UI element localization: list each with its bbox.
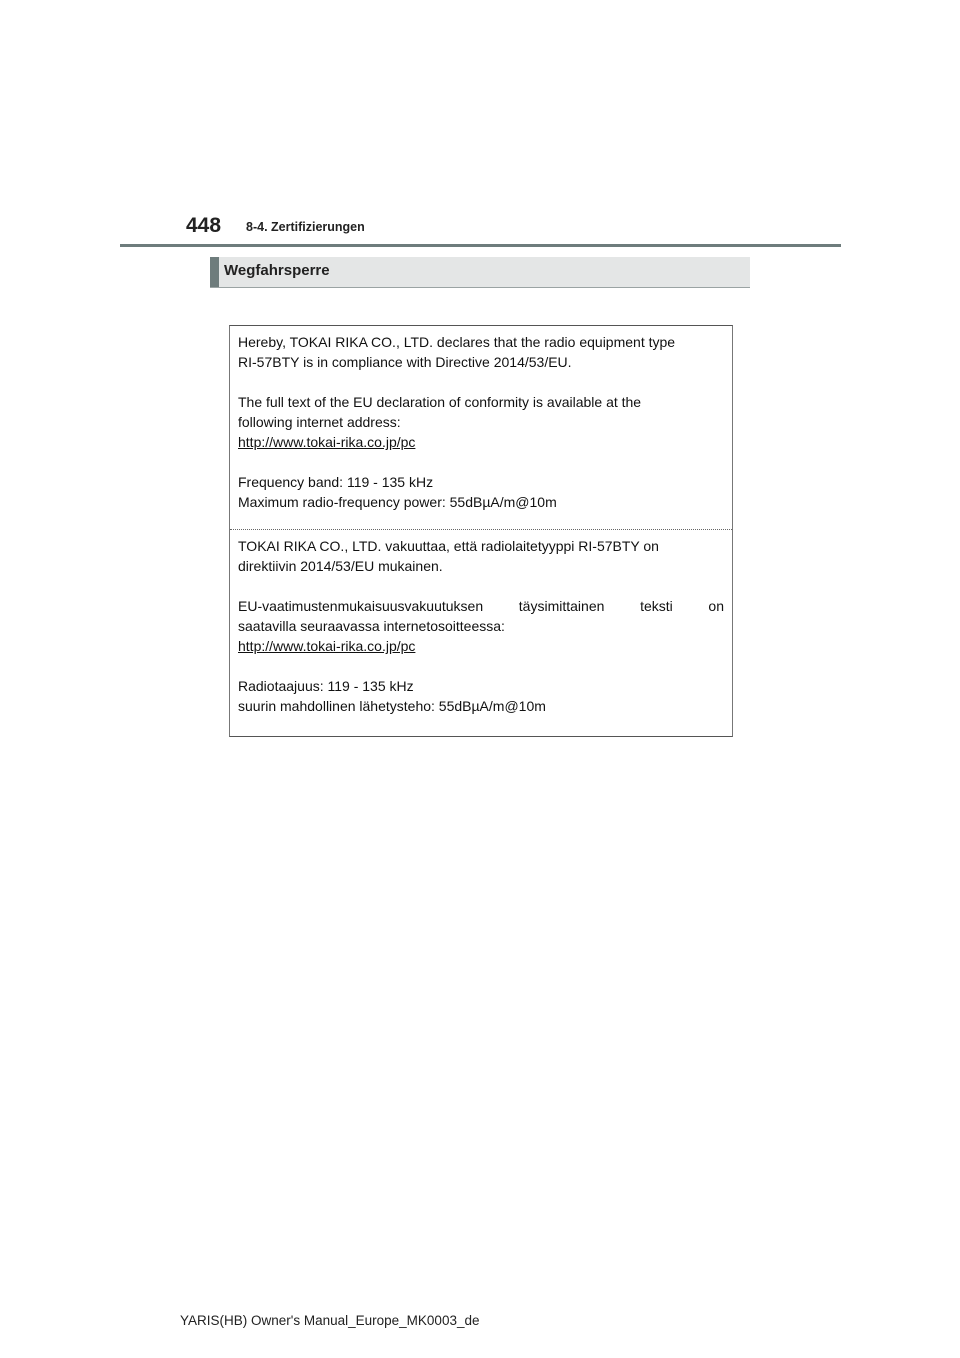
declaration-url-link[interactable]: http://www.tokai-rika.co.jp/pc bbox=[238, 638, 416, 654]
frequency-band: Radiotaajuus: 119 - 135 kHz bbox=[238, 678, 414, 694]
section-title: 8-4. Zertifizierungen bbox=[246, 220, 365, 234]
declaration-word: teksti bbox=[640, 598, 673, 614]
language-divider bbox=[230, 529, 732, 530]
frequency-band: Frequency band: 119 - 135 kHz bbox=[238, 474, 434, 490]
declaration-box bbox=[229, 325, 733, 737]
page-footer: YARIS(HB) Owner's Manual_Europe_MK0003_de bbox=[180, 1313, 480, 1328]
heading-title: Wegfahrsperre bbox=[224, 262, 330, 279]
header-rule bbox=[120, 244, 841, 247]
max-power: suurin mahdollinen lähetysteho: 55dBµA/m@10m bbox=[238, 698, 546, 714]
section-heading bbox=[210, 257, 750, 288]
declaration-text: Hereby, TOKAI RIKA CO., LTD. declares that the radio equipment type bbox=[238, 334, 676, 350]
declaration-word: EU-vaatimustenmukaisuusvakuutuksen bbox=[238, 598, 484, 614]
declaration-text-line bbox=[238, 332, 724, 352]
declaration-english bbox=[238, 332, 724, 512]
declaration-word: on bbox=[708, 598, 724, 614]
declaration-url-link[interactable]: http://www.tokai-rika.co.jp/pc bbox=[238, 434, 416, 450]
declaration-text-line: The full text of the EU declaration of conformity is available at the bbox=[238, 394, 642, 410]
heading-accent-bar bbox=[210, 257, 219, 287]
max-power: Maximum radio-frequency power: 55dBµA/m@10m bbox=[238, 494, 557, 510]
declaration-finnish bbox=[238, 536, 724, 716]
declaration-text-line: direktiivin 2014/53/EU mukainen. bbox=[238, 558, 443, 574]
declaration-text-line: saatavilla seuraavassa internetosoitteessa: bbox=[238, 618, 505, 634]
page-number: 448 bbox=[186, 214, 222, 237]
declaration-text-line: RI-57BTY is in compliance with Directive 2014/53/EU. bbox=[238, 354, 572, 370]
declaration-text-line bbox=[238, 596, 724, 616]
declaration-word: täysimittainen bbox=[518, 598, 605, 614]
declaration-text-line: TOKAI RIKA CO., LTD. vakuuttaa, että radiolaitetyyppi RI-57BTY on bbox=[238, 538, 659, 554]
declaration-text-line: following internet address: bbox=[238, 414, 401, 430]
